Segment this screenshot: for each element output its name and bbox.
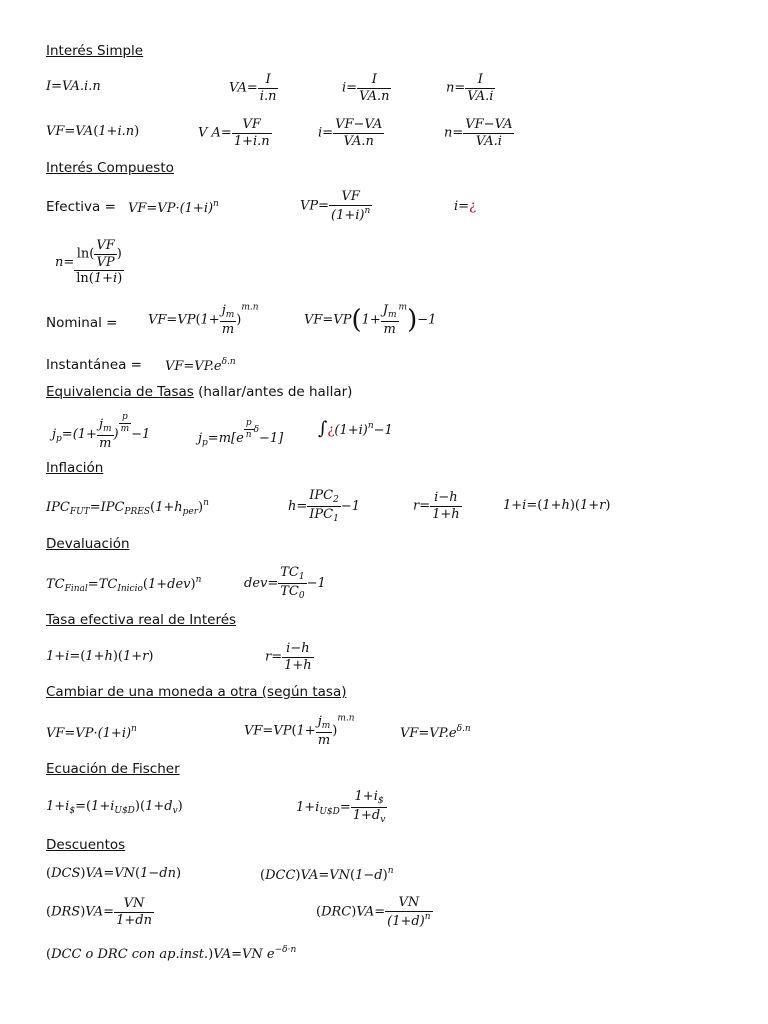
label-instantanea: Instantánea = bbox=[46, 357, 142, 373]
heading-interes-compuesto: Interés Compuesto bbox=[46, 160, 174, 176]
formula-drc: (DRC)VA= $\frac{VN}{(1+d)^n}$ bbox=[316, 895, 431, 929]
formula-vp-compuesto: VP= $\frac{VF}{(1+i)^n}$ bbox=[300, 189, 371, 223]
formula-rate-simple: i= $\frac{I}{VA.n}$ bbox=[342, 72, 390, 104]
formula-i-simple: I=VA.i.n bbox=[46, 79, 101, 94]
formula-ipc-futuro: $IPC_{FUT}=IPC_{PRES}(1+h_{per})^n$ bbox=[46, 498, 209, 517]
heading-equivalencia: Equivalencia de Tasas (hallar/antes de hallar) bbox=[46, 384, 353, 400]
formula-vf-moneda-nominal: VF=VP(1+ $\frac{j_m}{m}$ )$^{m.n}$ bbox=[244, 713, 355, 748]
formula-fischer-usd: $1+i_{\$}=(1+i_{U\$D})(1+d_v)$ bbox=[46, 799, 183, 816]
formula-tc-final: $TC_{Final}=TC_{Inicio}(1+dev)^n$ bbox=[46, 575, 202, 594]
formula-rate-compuesto: i=¿ bbox=[454, 199, 477, 214]
question-glyph: ¿ bbox=[469, 199, 477, 214]
formula-vf-nominal: VF=VP(1+ $\frac{j_m}{m}$ )$^{m.n}$ bbox=[148, 302, 259, 337]
heading-descuentos: Descuentos bbox=[46, 837, 126, 853]
formula-vf-nominal-alt: VF=VP(1+ $\frac{J_m}{m}$ $^m$)−1 bbox=[304, 302, 437, 337]
formula-vf-moneda: $VF=VP\cdot(1+i)^n$ bbox=[46, 724, 137, 741]
formula-n-from-vf: n= $\frac{VF-VA}{VA.i}$ bbox=[444, 117, 513, 149]
heading-fischer: Ecuación de Fischer bbox=[46, 761, 180, 777]
formula-dev: dev= $\frac{TC_1}{TC_0}$ −1 bbox=[244, 565, 326, 601]
heading-moneda: Cambiar de una moneda a otra (según tasa) bbox=[46, 684, 347, 700]
formula-drs: (DRS)VA= $\frac{VN}{1+dn}$ bbox=[46, 896, 152, 928]
heading-inflacion: Inflación bbox=[46, 460, 104, 476]
formula-vf-moneda-inst: $VF=VP.e^{\delta.n}$ bbox=[400, 724, 471, 741]
formula-vf-instantanea: $VF=VP.e^{\delta.n}$ bbox=[165, 357, 236, 374]
formula-n-compuesto: n= ln( $\frac{VF}{VP}$ ) ln(1+i) bbox=[55, 238, 123, 287]
formula-rate-from-vf: i= $\frac{VF-VA}{VA.n}$ bbox=[318, 117, 383, 149]
formula-vf-compuesto: $VF=VP\cdot(1+i)^n$ bbox=[128, 199, 219, 216]
formula-r-real: r= $\frac{i-h}{1+h}$ bbox=[265, 641, 312, 673]
formula-jp-from-jm: $j_p=(1+$ $\frac{j_m}{m}$ ) $^{\frac{p}{m}}$ −1 bbox=[52, 412, 151, 451]
formula-dcs: (DCS)VA=VN(1−dn) bbox=[46, 866, 182, 881]
formula-fisher-inflacion: 1+i=(1+h)(1+r) bbox=[503, 498, 611, 513]
formula-va-simple: VA= $\frac{I}{i.n}$ bbox=[229, 72, 277, 104]
label-nominal: Nominal = bbox=[46, 315, 118, 331]
formula-fisher-real: 1+i=(1+h)(1+r) bbox=[46, 649, 154, 664]
heading-interes-simple: Interés Simple bbox=[46, 43, 144, 59]
formula-va-from-vf: V A= $\frac{VF}{1+i.n}$ bbox=[198, 117, 270, 149]
formula-h-inflacion: h= $\frac{IPC_2}{IPC_1}$ −1 bbox=[288, 488, 361, 524]
formula-n-simple: n= $\frac{I}{VA.i}$ bbox=[446, 72, 494, 104]
formula-jp-from-delta: $j_p=m[e$ $^{\frac{p}{n} \delta}$−1] bbox=[198, 418, 284, 448]
heading-tasa-real: Tasa efectiva real de Interés bbox=[46, 612, 237, 628]
formula-dcc: $(DCC)VA=VN(1-d)^n$ bbox=[260, 866, 394, 883]
formula-r-inflacion: r= $\frac{i-h}{1+h}$ bbox=[413, 490, 460, 522]
formula-integral: $\int¿(1+i)^n-1$ bbox=[318, 418, 393, 439]
heading-devaluacion: Devaluación bbox=[46, 536, 130, 552]
formula-vf-simple: VF=VA(1+i.n) bbox=[46, 124, 140, 139]
label-efectiva: Efectiva = bbox=[46, 199, 116, 215]
formula-dcc-drc-inst: (DCC o DRC con ap.inst.)VA=VN $e^{-\delta\cdot n}$ bbox=[46, 945, 297, 962]
formula-fischer-usd-frac: $1+i_{U\$D}=$ $\frac{1+i_{\$}}{1+d_v}$ bbox=[296, 789, 386, 825]
